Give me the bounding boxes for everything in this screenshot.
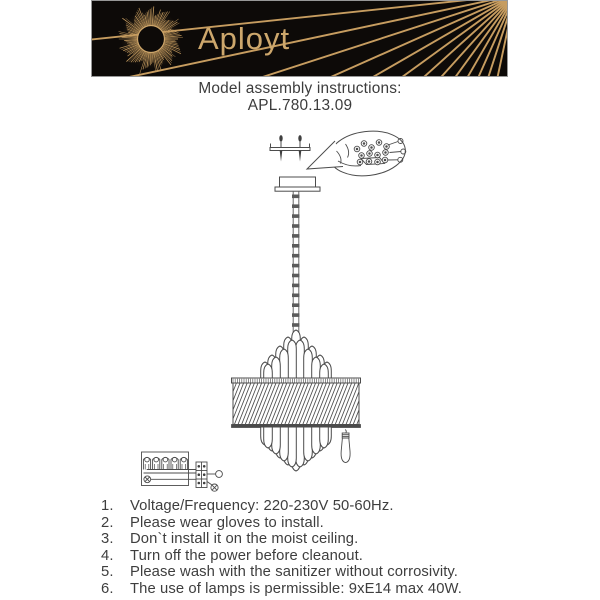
instruction-text: Don`t install it on the moist ceiling. [130,531,359,548]
instruction-number: 3. [101,531,114,548]
model-number: APL.780.13.09 [247,96,353,114]
instruction-number: 6. [101,580,114,597]
instruction-list [101,498,521,598]
crystal-crown-icon [261,330,332,379]
instruction-text: Voltage/Frequency: 220-230V 50-60Hz. [130,498,394,514]
instruction-text: Please wash with the sanitizer without corrosivity. [130,564,459,581]
instruction-item [101,498,521,515]
instructions-title: Model assembly instructions: [198,80,402,97]
candle-bulb-icon [341,430,350,463]
instruction-text: The use of lamps is permissible: 9xE14 max 40W. [130,580,463,597]
instruction-item [101,581,521,598]
instruction-item [101,531,521,548]
suspension-chain-icon [292,191,299,333]
instruction-number: 2. [101,514,114,531]
drum-shade-icon [215,378,378,428]
instruction-item [101,564,521,581]
wiring-schematic-icon [142,452,223,491]
instruction-text: Turn off the power before cleanout. [130,547,363,564]
instruction-item [101,548,521,565]
brand-name: Aployt [198,21,291,56]
instruction-number: 1. [101,498,114,514]
ceiling-canopy-icon [275,177,320,191]
instruction-text: Please wear gloves to install. [130,514,324,531]
instruction-number: 5. [101,564,114,581]
mounting-bracket-icon [270,135,310,161]
crystal-drops-icon [261,427,332,471]
instruction-item [101,515,521,532]
hardware-detail-callout [307,127,408,180]
instruction-number: 4. [101,547,114,564]
